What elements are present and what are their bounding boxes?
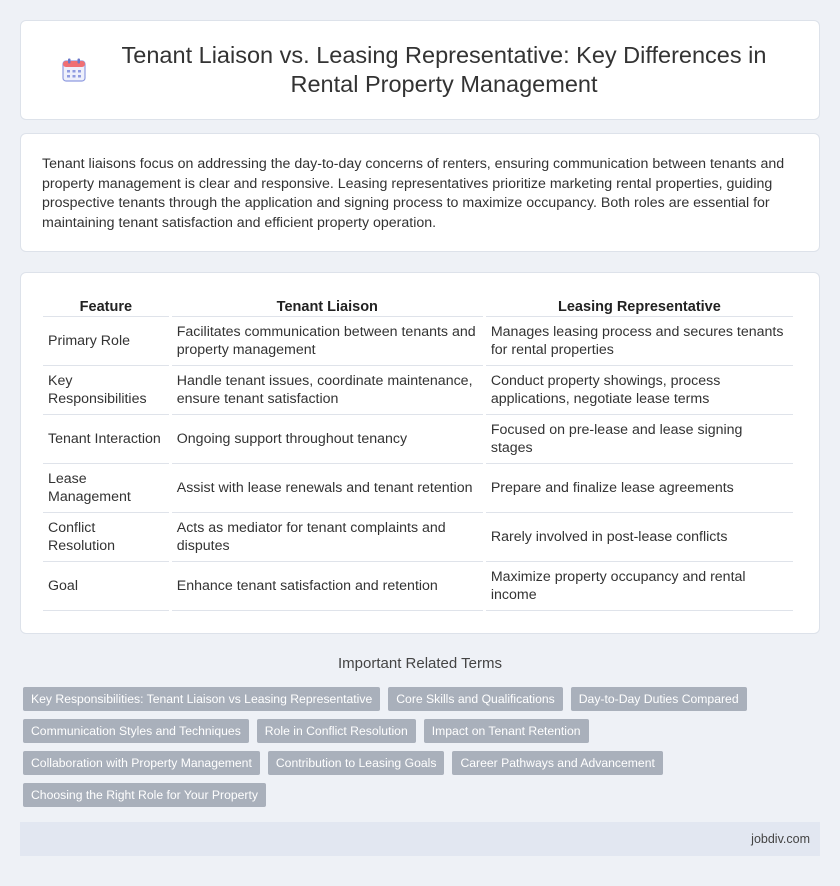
table-cell: Rarely involved in post-lease conflicts [486,513,793,562]
tag-row [23,719,803,743]
footer-site-link[interactable]: jobdiv.com [751,832,810,846]
related-term-tag[interactable]: Choosing the Right Role for Your Property [23,783,266,807]
table-cell: Handle tenant issues, coordinate maintenance, ensure tenant satisfaction [172,366,483,415]
related-terms-title: Important Related Terms [338,655,502,672]
table-row [43,562,793,611]
page-title: Tenant Liaison vs. Leasing Representative: Key Differences in Rental Property Management [121,42,767,97]
table-cell: Acts as mediator for tenant complaints and disputes [172,513,483,562]
table-row [43,366,793,415]
table-cell: Primary Role [43,317,169,366]
table-cell: Key Responsibilities [43,366,169,415]
related-term-tag[interactable]: Impact on Tenant Retention [424,719,589,743]
intro-text: Tenant liaisons focus on addressing the day-to-day concerns of renters, ensuring communication between tenants and property management is clear and responsive. Leasing representatives prioritize marketing rental properties, guiding prospective tenants through the application and signing process to maximize occupancy. Both roles are essential for maintaining tenant satisfaction and efficient property operation. [42,156,785,231]
table-cell: Focused on pre-lease and lease signing stages [486,415,793,464]
intro-card [20,133,820,252]
table-cell: Goal [43,562,169,611]
table-cell: Assist with lease renewals and tenant retention [172,464,483,513]
column-header: Tenant Liaison [172,295,483,317]
table-header-row [43,295,793,317]
table-row [43,464,793,513]
related-term-tag[interactable]: Contribution to Leasing Goals [268,751,445,775]
related-terms-tags [23,687,803,815]
table-cell: Manages leasing process and secures tenants for rental properties [486,317,793,366]
table-row [43,317,793,366]
table-cell: Prepare and finalize lease agreements [486,464,793,513]
table-cell: Maximize property occupancy and rental income [486,562,793,611]
table-row [43,415,793,464]
tag-row [23,783,803,807]
column-header: Feature [43,295,169,317]
comparison-card [20,272,820,634]
calendar-icon [61,57,87,83]
comparison-table [40,295,796,611]
related-term-tag[interactable]: Communication Styles and Techniques [23,719,249,743]
table-cell: Tenant Interaction [43,415,169,464]
related-term-tag[interactable]: Day-to-Day Duties Compared [571,687,747,711]
table-cell: Lease Management [43,464,169,513]
header-card [20,20,820,120]
related-term-tag[interactable]: Role in Conflict Resolution [257,719,416,743]
table-cell: Facilitates communication between tenants and property management [172,317,483,366]
tag-row [23,751,803,775]
column-header: Leasing Representative [486,295,793,317]
footer [20,822,820,856]
table-cell: Ongoing support throughout tenancy [172,415,483,464]
related-term-tag[interactable]: Collaboration with Property Management [23,751,260,775]
related-term-tag[interactable]: Key Responsibilities: Tenant Liaison vs Leasing Representative [23,687,380,711]
table-cell: Enhance tenant satisfaction and retention [172,562,483,611]
table-cell: Conflict Resolution [43,513,169,562]
table-row [43,513,793,562]
related-term-tag[interactable]: Core Skills and Qualifications [388,687,563,711]
related-term-tag[interactable]: Career Pathways and Advancement [452,751,662,775]
table-cell: Conduct property showings, process applications, negotiate lease terms [486,366,793,415]
tag-row [23,687,803,711]
